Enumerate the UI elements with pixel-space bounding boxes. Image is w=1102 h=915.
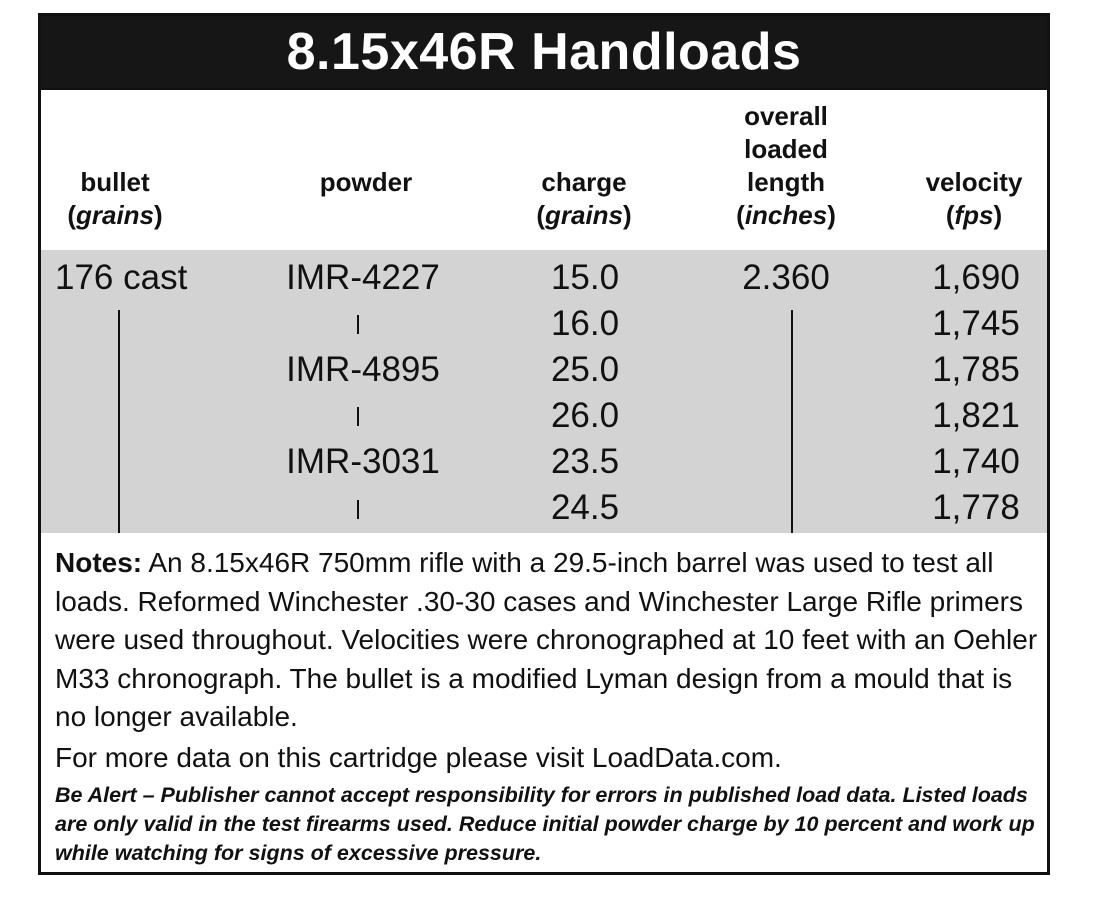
row6-charge: 24.5	[550, 488, 620, 527]
table-title: 8.15x46R Handloads	[41, 16, 1047, 88]
header-charge: charge (grains)	[519, 166, 649, 232]
row2-charge: 16.0	[550, 304, 620, 343]
header-velocity-unit: fps	[954, 200, 994, 230]
header-charge-unit: grains	[544, 200, 624, 230]
header-length-line2: loaded	[744, 134, 828, 164]
row1-powder: IMR-4227	[286, 258, 440, 297]
row1-velocity: 1,690	[932, 258, 1020, 297]
header-length-line3: length	[747, 167, 825, 197]
safety-alert: Be Alert – Publisher cannot accept responsibility for errors in published load data. Listed loads are only valid in the test firearms used. Reduce initial powder charge by 10 percent and work up while watching for signs of excessive pressure.	[55, 783, 1035, 865]
row5-charge: 23.5	[550, 442, 620, 481]
row3-velocity: 1,785	[932, 350, 1020, 389]
header-velocity: velocity (fps)	[909, 166, 1039, 232]
header-bullet-label: bullet	[80, 167, 150, 197]
row2-velocity: 1,745	[932, 304, 1020, 343]
header-bullet-unit: grains	[75, 200, 155, 230]
row5-velocity: 1,740	[932, 442, 1020, 481]
header-powder	[301, 166, 431, 199]
row6-velocity: 1,778	[932, 488, 1020, 527]
notes-label: Notes:	[55, 547, 143, 578]
row1-bullet: 176 cast	[55, 258, 188, 297]
row1-length: 2.360	[742, 258, 830, 297]
row3-charge: 25.0	[550, 350, 620, 389]
row1-charge: 15.0	[550, 258, 620, 297]
header-length-unit: inches	[744, 200, 828, 230]
row4-charge: 26.0	[550, 396, 620, 435]
more-data-note: For more data on this cartridge please visit LoadData.com.	[55, 742, 782, 773]
row3-powder: IMR-4895	[286, 350, 440, 389]
bullet-ditto-line	[118, 310, 120, 533]
header-powder-label: powder	[319, 167, 413, 197]
length-ditto-line	[791, 310, 793, 533]
powder-ditto-mark-3	[357, 500, 359, 519]
header-bullet: bullet (grains)	[55, 166, 175, 232]
powder-ditto-mark-1	[357, 315, 359, 334]
powder-ditto-mark-2	[357, 407, 359, 426]
header-charge-label: charge	[541, 167, 627, 197]
load-data-table	[38, 13, 1050, 875]
header-length-line1: overall	[744, 101, 828, 131]
header-velocity-label: velocity	[925, 167, 1023, 197]
row5-powder: IMR-3031	[286, 442, 440, 481]
title-divider	[41, 88, 1047, 90]
header-length: overall loaded length (inches)	[711, 100, 861, 232]
data-rows	[41, 250, 1047, 533]
notes-paragraph	[55, 544, 1040, 737]
notes-text: An 8.15x46R 750mm rifle with a 29.5-inch barrel was used to test all loads. Reformed Winchester .30-30 cases and Winchester Large Rifle primers were used throughout. Velocities were chronographed at 10 feet with an Oehler M33 chronograph. The bullet is a modified Lyman design from a mould that is no longer available.	[55, 547, 1038, 732]
row4-velocity: 1,821	[932, 396, 1020, 435]
